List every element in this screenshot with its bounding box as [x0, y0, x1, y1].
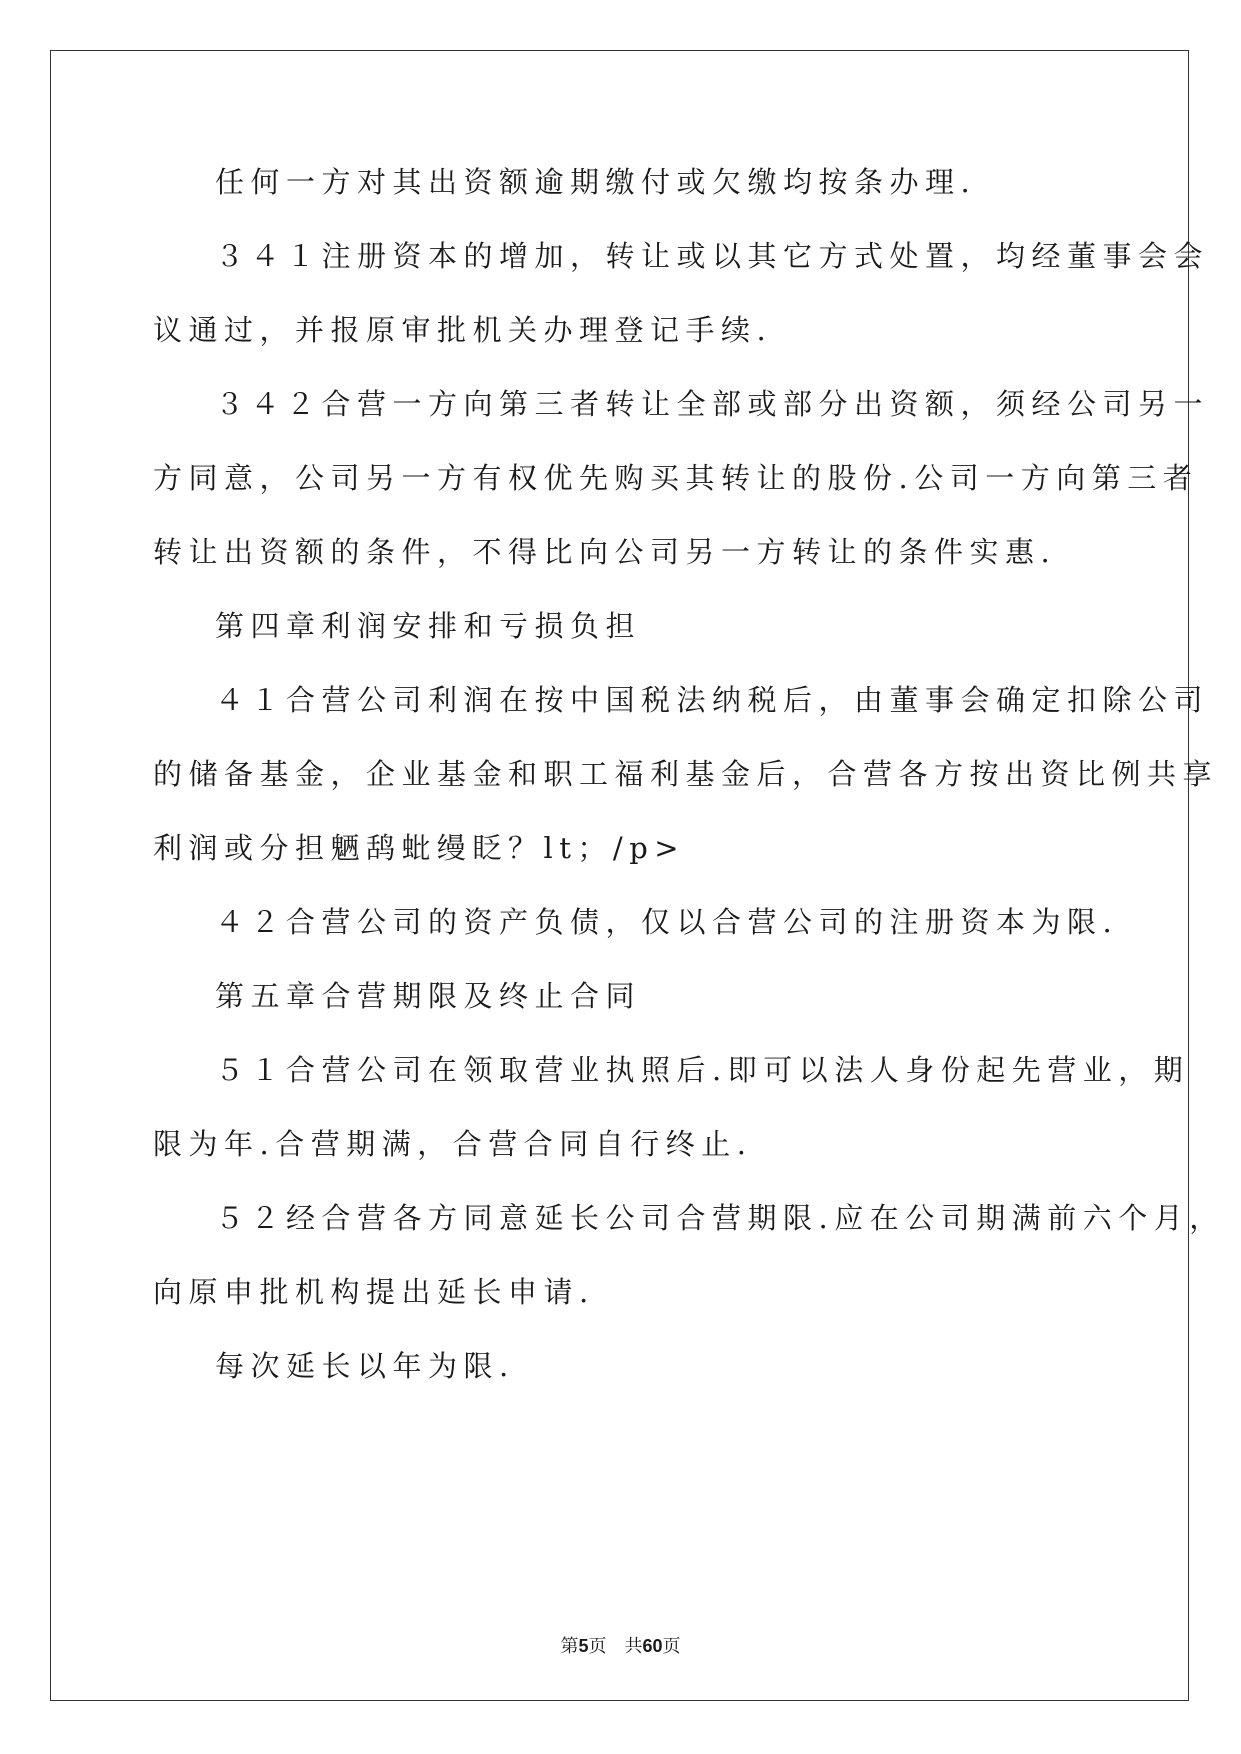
paragraph-line: ５１合营公司在领取营业执照后.即可以法人身份起先营业，期	[215, 1053, 1190, 1087]
footer-page-suffix: 页	[588, 1636, 607, 1657]
paragraph-line: 利润或分担魉鸹蚍缦眨？lt；/p>	[153, 831, 686, 865]
chapter-heading: 第五章合营期限及终止合同	[215, 979, 642, 1013]
page-border	[50, 50, 1189, 1701]
page-footer	[0, 1632, 1241, 1658]
paragraph-line: ３４２合营一方向第三者转让全部或部分出资额，须经公司另一	[215, 387, 1210, 421]
paragraph-line: 任何一方对其出资额逾期缴付或欠缴均按条办理.	[215, 165, 977, 199]
paragraph-line: ４１合营公司利润在按中国税法纳税后，由董事会确定扣除公司	[215, 683, 1210, 717]
paragraph-line: ４２合营公司的资产负债，仅以合营公司的注册资本为限.	[215, 905, 1119, 939]
paragraph-line: 方同意，公司另一方有权优先购买其转让的股份.公司一方向第三者	[153, 461, 1199, 495]
paragraph-line: ３４１注册资本的增加，转让或以其它方式处置，均经董事会会	[215, 239, 1210, 273]
paragraph-line: 的储备基金，企业基金和职工福利基金后，合营各方按出资比例共享	[153, 757, 1219, 791]
footer-total-prefix: 共	[624, 1636, 643, 1657]
paragraph-line: 向原申批机构提出延长申请.	[153, 1275, 595, 1309]
footer-page-prefix: 第	[560, 1636, 579, 1657]
paragraph-line: 限为年.合营期满，合营合同自行终止.	[153, 1127, 753, 1161]
paragraph-line: 每次延长以年为限.	[215, 1349, 515, 1383]
footer-total-pages: 60	[642, 1636, 663, 1656]
footer-total-suffix: 页	[662, 1636, 681, 1657]
paragraph-line: ５２经合营各方同意延长公司合营期限.应在公司期满前六个月，	[215, 1201, 1225, 1235]
chapter-heading: 第四章利润安排和亏损负担	[215, 609, 642, 643]
footer-page-number: 5	[578, 1636, 589, 1656]
paragraph-line: 转让出资额的条件，不得比向公司另一方转让的条件实惠.	[153, 535, 1057, 569]
paragraph-line: 议通过，并报原审批机关办理登记手续.	[153, 313, 773, 347]
